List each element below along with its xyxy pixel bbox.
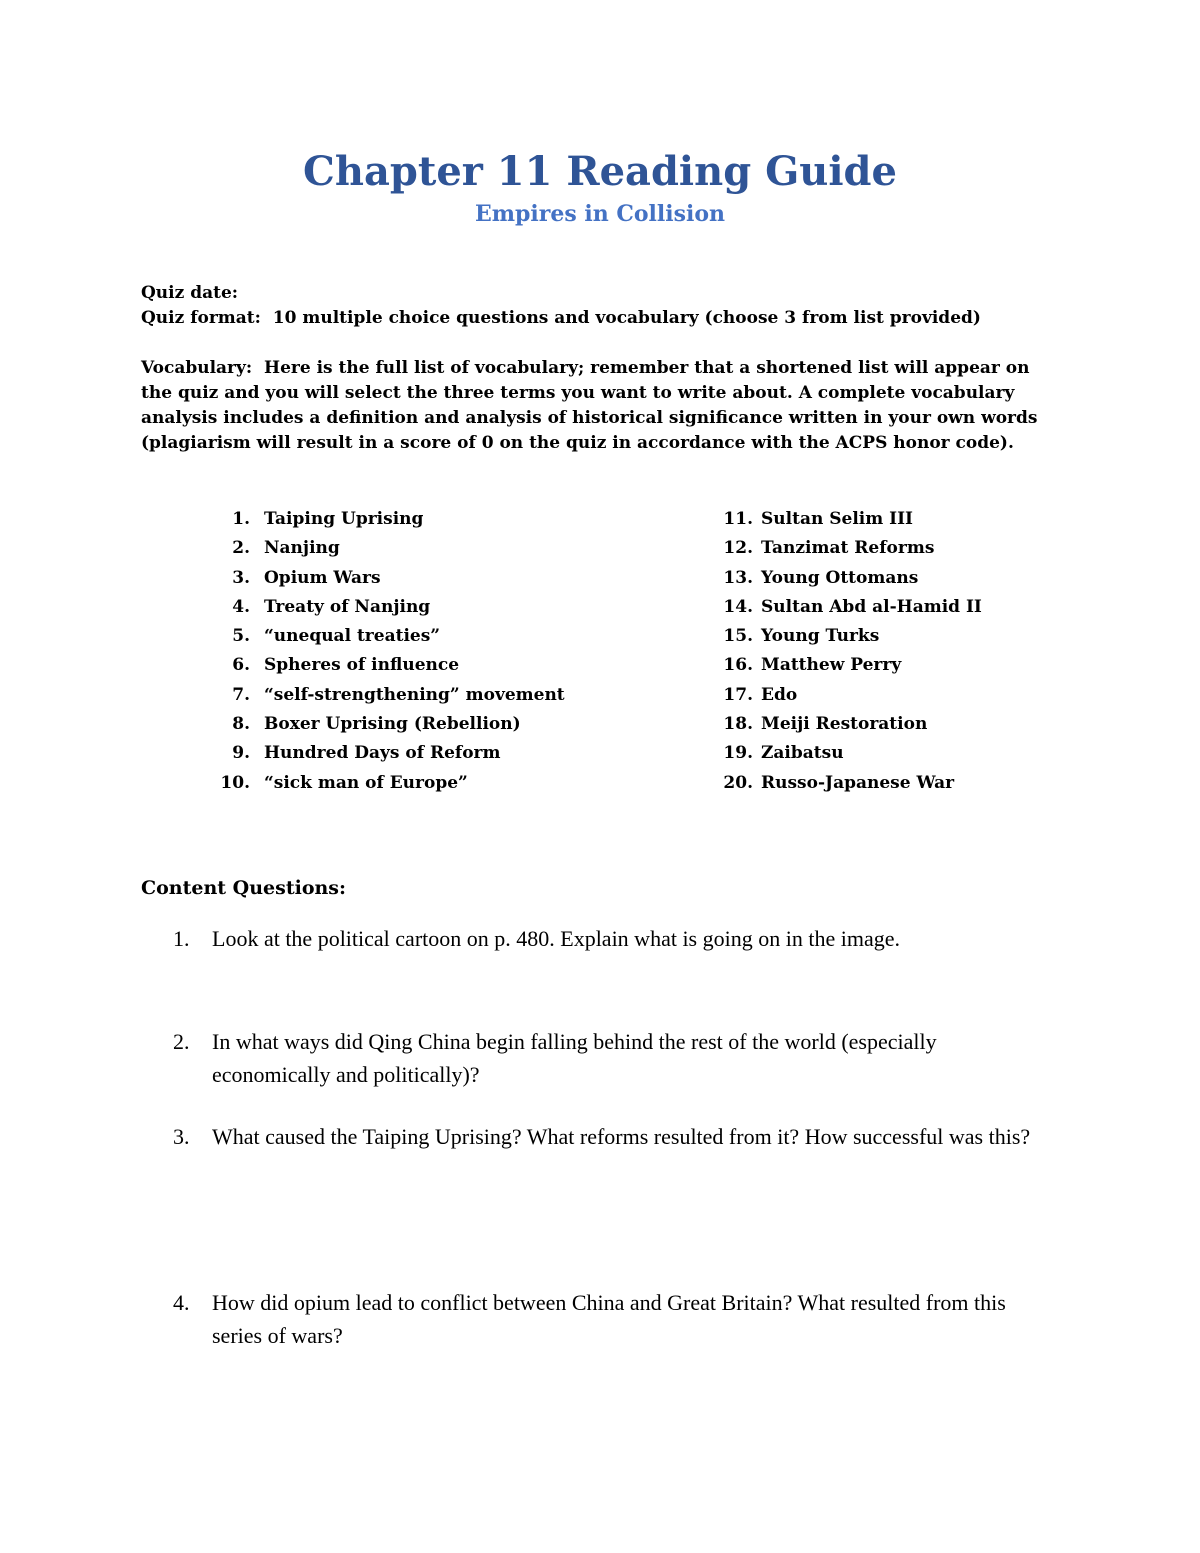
vocab-term: Zaibatsu: [761, 743, 844, 764]
vocab-item: [205, 710, 565, 739]
page-subtitle: Empires in Collision: [474, 201, 726, 227]
vocab-term: Treaty of Nanjing: [264, 596, 431, 617]
vocab-item: [715, 622, 982, 651]
question-number: 2.: [173, 1029, 190, 1054]
question-text: Look at the political cartoon on p. 480. Explain what is going on in the image.: [212, 926, 900, 951]
quiz-date-label: Quiz date:: [141, 283, 239, 303]
vocab-term: Edo: [761, 684, 798, 705]
vocab-term: Russo-Japanese War: [761, 772, 955, 793]
quiz-format-line: [141, 306, 1051, 331]
vocab-number: 15.: [723, 626, 753, 647]
vocab-number: 14.: [723, 596, 753, 617]
vocab-number: 10.: [220, 772, 250, 793]
vocab-number: 9.: [232, 743, 250, 764]
vocab-number: 11.: [723, 509, 753, 529]
content-questions-heading: Content Questions:: [141, 877, 347, 899]
vocab-item: [715, 564, 982, 593]
question-number: 1.: [173, 926, 190, 951]
vocab-item: [205, 739, 565, 768]
vocab-number: 17.: [723, 684, 753, 705]
content-question: [173, 1025, 1053, 1091]
vocabulary-intro-text: Here is the full list of vocabulary; remember that a shortened list will appear on the quiz and you will select the three terms you want to write about. A complete vocabulary analysis includes a definition and analysis of historical significance written in your own words (plagiarism will result in a score of 0 on the quiz in accordance with the ACPS honor code).: [141, 358, 1038, 453]
vocab-number: 19.: [723, 743, 753, 764]
vocab-term: “self-strengthening” movement: [264, 684, 565, 705]
vocab-item: [715, 505, 982, 534]
vocab-item: [205, 651, 565, 680]
vocab-number: 6.: [232, 655, 250, 676]
vocab-item: [715, 534, 982, 563]
vocab-term: Matthew Perry: [761, 655, 902, 676]
vocab-item: [205, 593, 565, 622]
vocab-item: [715, 710, 982, 739]
question-text: What caused the Taiping Uprising? What reforms resulted from it? How successful was this?: [212, 1124, 1031, 1149]
vocab-number: 12.: [723, 538, 753, 559]
vocab-number: 1.: [232, 509, 250, 529]
vocab-item: [715, 593, 982, 622]
vocabulary-label: Vocabulary:: [141, 358, 253, 378]
vocab-number: 13.: [723, 567, 753, 588]
vocab-number: 18.: [723, 714, 753, 735]
quiz-format-text: 10 multiple choice questions and vocabulary (choose 3 from list provided): [272, 308, 981, 328]
content-question: [173, 1286, 1053, 1352]
content-question: [173, 922, 1053, 955]
vocab-term: Meiji Restoration: [761, 714, 928, 735]
vocab-number: 8.: [232, 714, 250, 735]
question-number: 4.: [173, 1290, 190, 1315]
quiz-date-line: [141, 281, 1051, 306]
vocab-term: “unequal treaties”: [264, 626, 441, 647]
question-text: In what ways did Qing China begin falling behind the rest of the world (especially economically and politically)?: [212, 1029, 937, 1087]
vocab-number: 16.: [723, 655, 753, 676]
vocab-term: Spheres of influence: [264, 655, 460, 676]
vocab-number: 4.: [232, 596, 250, 617]
vocab-number: 5.: [232, 626, 250, 647]
vocab-term: Sultan Abd al-Hamid II: [761, 596, 982, 617]
vocab-number: 7.: [232, 684, 250, 705]
vocab-item: [205, 622, 565, 651]
vocab-item: [205, 564, 565, 593]
vocab-number: 3.: [232, 567, 250, 588]
vocab-number: 2.: [232, 538, 250, 559]
vocab-term: Taiping Uprising: [264, 509, 424, 529]
page-title: Chapter 11 Reading Guide: [303, 148, 897, 195]
vocab-item: [715, 769, 982, 798]
vocab-number: 20.: [723, 772, 753, 793]
vocab-term: Young Ottomans: [761, 567, 919, 588]
vocab-item: [715, 739, 982, 768]
vocab-term: Opium Wars: [264, 567, 381, 588]
vocab-item: [715, 651, 982, 680]
question-text: How did opium lead to conflict between China and Great Britain? What resulted from this series of wars?: [212, 1290, 1006, 1348]
vocabulary-list-right: [715, 505, 982, 798]
vocab-item: [205, 534, 565, 563]
quiz-format-label: Quiz format:: [141, 308, 261, 328]
vocab-item: [715, 681, 982, 710]
vocab-term: Nanjing: [264, 538, 340, 559]
content-question: [173, 1120, 1053, 1153]
vocab-term: Boxer Uprising (Rebellion): [264, 714, 521, 735]
vocabulary-list-left: [205, 505, 565, 798]
vocab-item: [205, 681, 565, 710]
vocab-term: Sultan Selim III: [761, 509, 914, 529]
vocab-item: [205, 769, 565, 798]
vocab-term: Tanzimat Reforms: [761, 538, 935, 559]
vocabulary-intro: [141, 356, 1051, 456]
vocab-term: “sick man of Europe”: [264, 772, 468, 793]
vocab-item: [205, 505, 565, 534]
question-number: 3.: [173, 1124, 190, 1149]
vocab-term: Hundred Days of Reform: [264, 743, 501, 764]
vocab-term: Young Turks: [761, 626, 880, 647]
